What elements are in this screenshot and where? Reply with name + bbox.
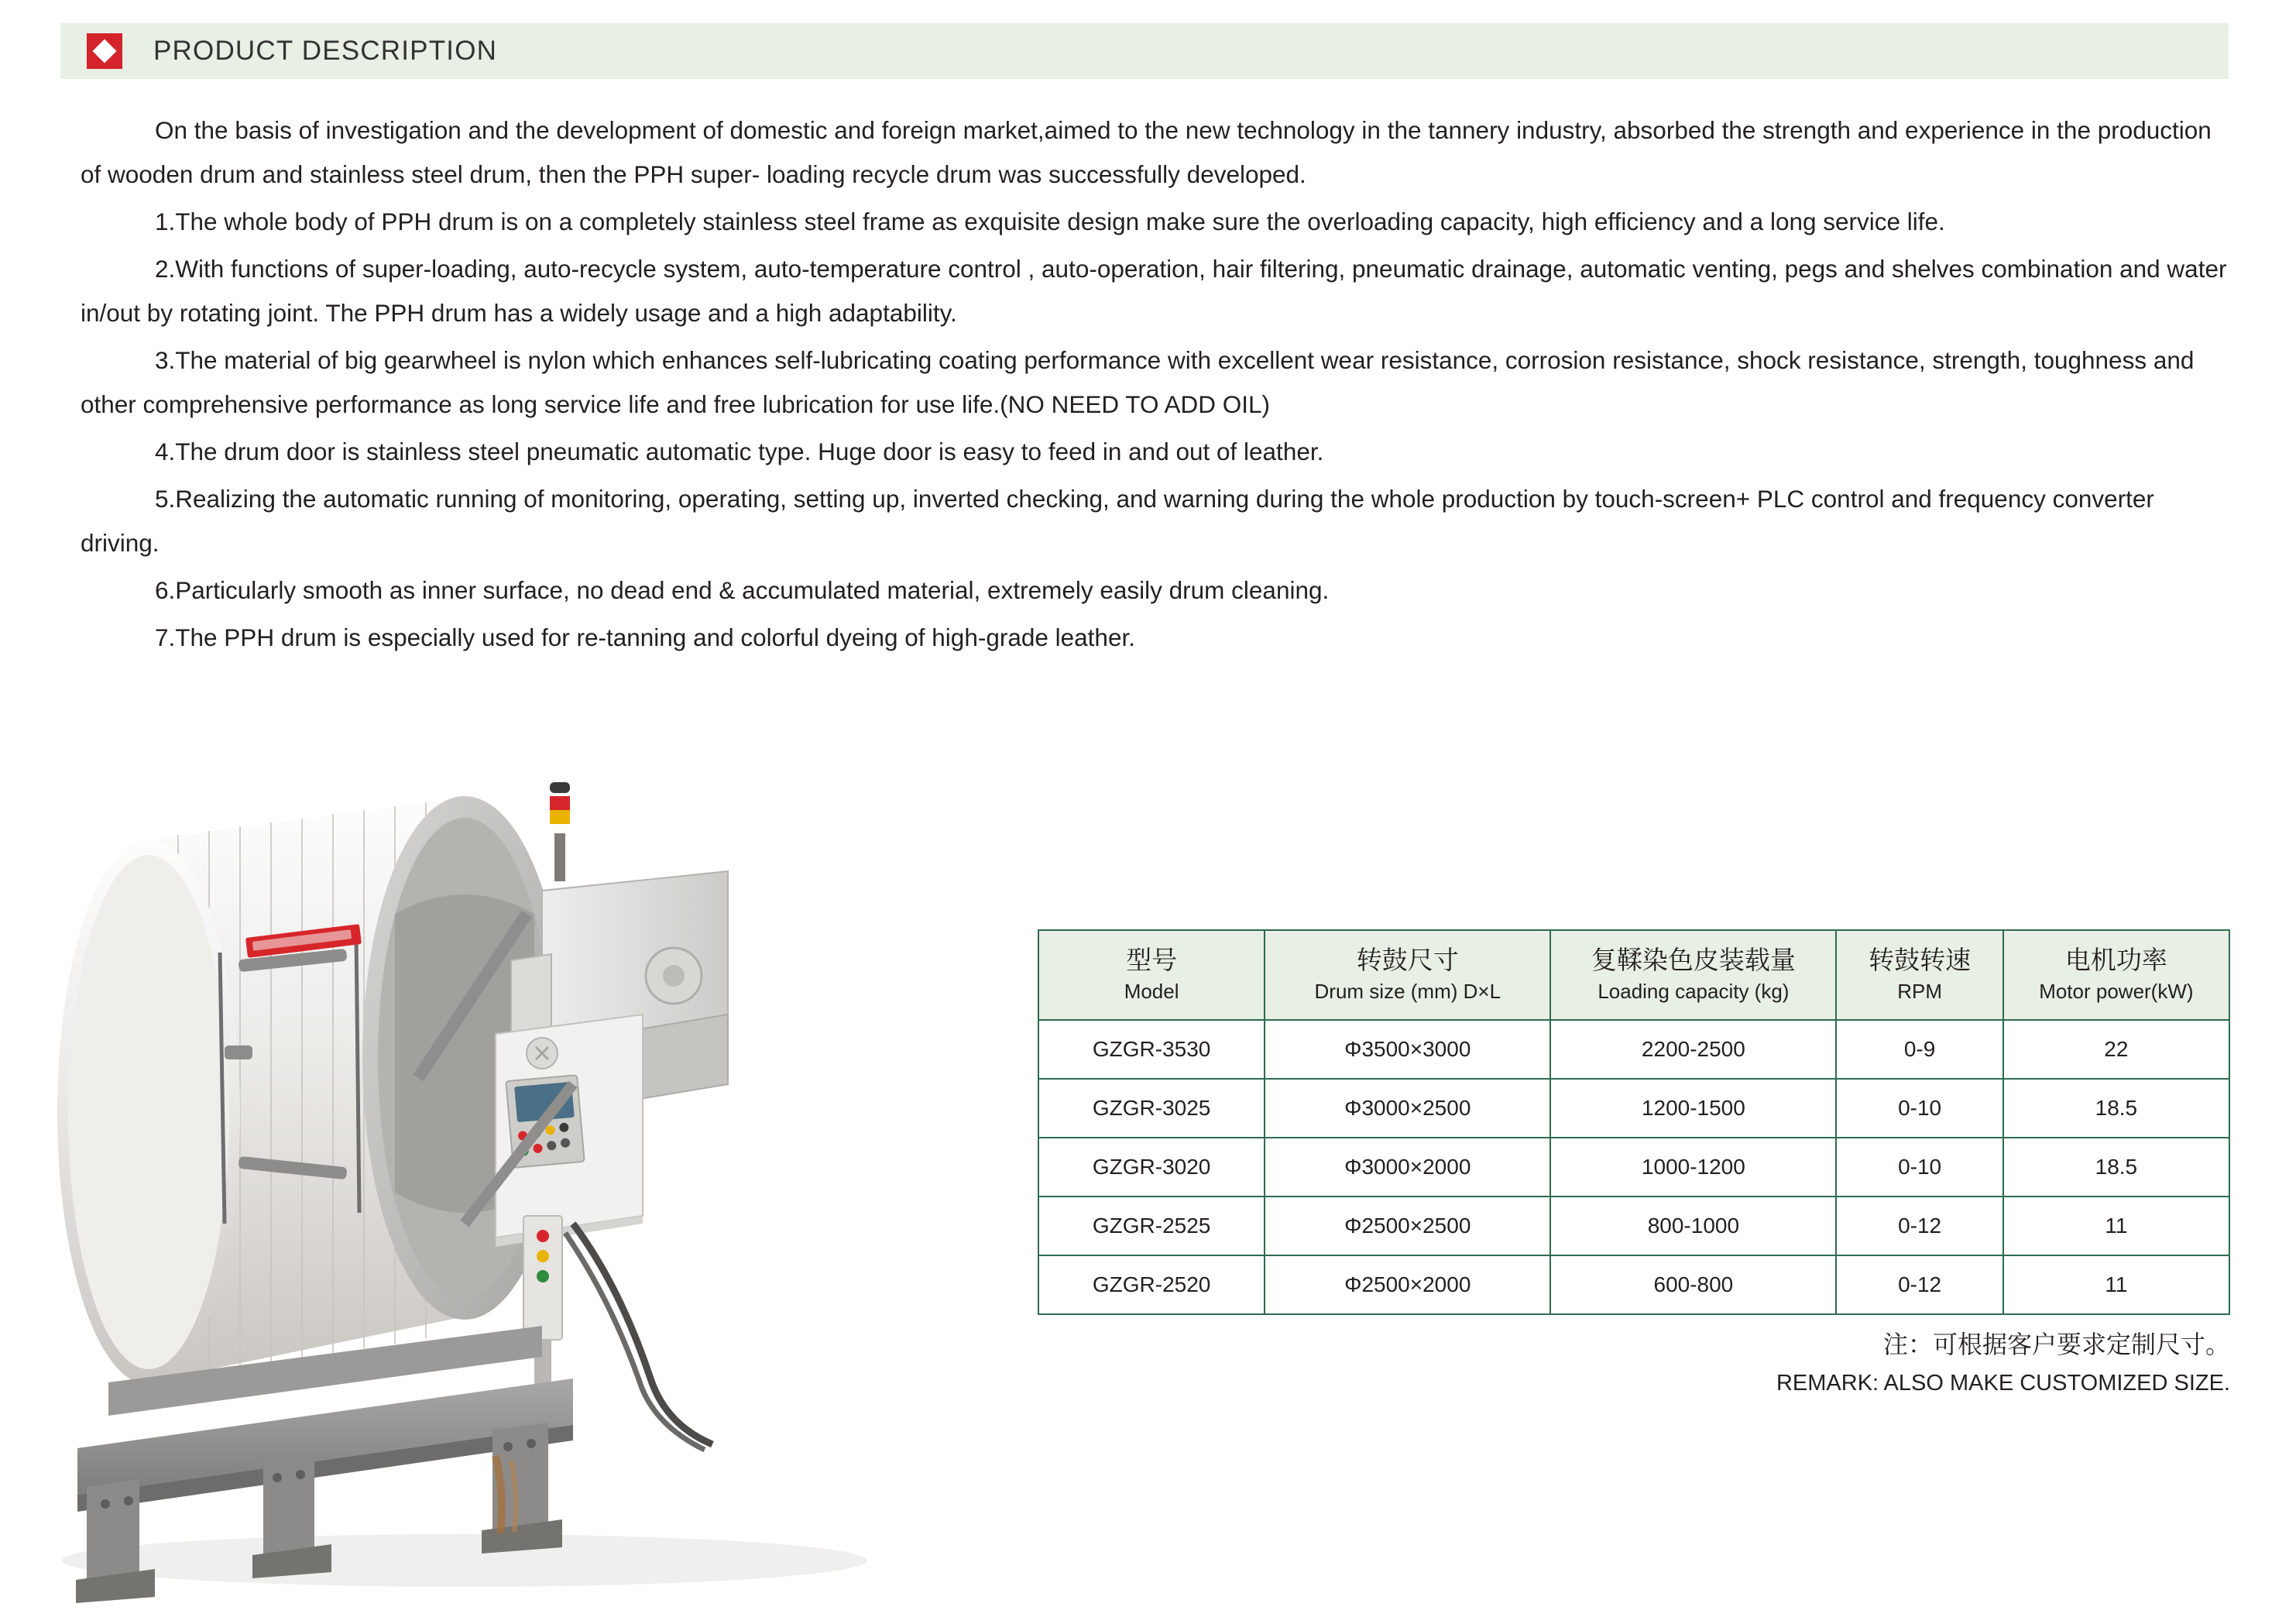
column-header-en: Motor power(kW) (2039, 980, 2194, 1003)
cell-model: GZGR-3530 (1038, 1020, 1265, 1079)
column-header-motor-power (2003, 930, 2229, 1020)
column-header-loading-capacity (1550, 930, 1836, 1020)
cell-model: GZGR-2520 (1038, 1255, 1265, 1314)
column-header-en: RPM (1897, 980, 1942, 1003)
product-description-header (60, 23, 2229, 79)
table-row (1038, 1255, 2229, 1314)
table-header-row (1038, 930, 2229, 1020)
product-description-text (81, 108, 2233, 663)
paragraph: 2.With functions of super-loading, auto-recycle system, auto-temperature control , auto-operation, hair filtering, pneumatic drainage, automatic venting, pegs and shelves combination and water in/out by rotating joint. The PPH drum has a widely usage and a high adaptability. (81, 255, 2227, 327)
cell-rpm: 0-9 (1836, 1020, 2002, 1079)
drum-machine-illustration (31, 682, 1007, 1603)
cell-rpm: 0-12 (1836, 1197, 2002, 1255)
column-header-en: Loading capacity (kg) (1597, 980, 1790, 1003)
column-header-cn: 型号 (1126, 946, 1178, 974)
page-title: PRODUCT DESCRIPTION (153, 36, 498, 66)
table-row (1038, 1079, 2229, 1138)
cell-loading-capacity: 600-800 (1550, 1255, 1836, 1314)
column-header-model (1038, 930, 1265, 1020)
paragraph: 7.The PPH drum is especially used for re-tanning and colorful dyeing of high-grade leather. (155, 623, 1135, 651)
column-header-cn: 转鼓转速 (1869, 946, 1972, 974)
paragraph: 6.Particularly smooth as inner surface, no dead end & accumulated material, extremely easily drum cleaning. (155, 576, 1330, 604)
cell-motor-power: 18.5 (2003, 1138, 2229, 1197)
remark-en: REMARK: ALSO MAKE CUSTOMIZED SIZE. (1776, 1371, 2230, 1396)
cell-drum-size: Φ3500×3000 (1265, 1020, 1550, 1079)
diamond-icon (87, 33, 122, 69)
cell-drum-size: Φ3000×2000 (1265, 1138, 1550, 1197)
column-header-cn: 电机功率 (2064, 946, 2167, 974)
cell-model: GZGR-3020 (1038, 1138, 1265, 1197)
column-header-drum-size (1265, 930, 1550, 1020)
column-header-en: Drum size (mm) D×L (1314, 980, 1501, 1003)
paragraph: 1.The whole body of PPH drum is on a completely stainless steel frame as exquisite design make sure the overloading capacity, high efficiency and a long service life. (155, 208, 1945, 235)
remark-block (1038, 1324, 2230, 1402)
cell-drum-size: Φ2500×2000 (1265, 1255, 1550, 1314)
cell-loading-capacity: 1200-1500 (1550, 1079, 1836, 1138)
cell-model: GZGR-3025 (1038, 1079, 1265, 1138)
paragraph: 3.The material of big gearwheel is nylon which enhances self-lubricating coating performance with excellent wear resistance, corrosion resistance, shock resistance, strength, toughness and other comprehensive performance as long service life and free lubrication for use life.(NO NEED TO ADD OIL) (81, 346, 2195, 418)
paragraph: On the basis of investigation and the development of domestic and foreign market,aimed to the new technology in the tannery industry, absorbed the strength and experience in the production of wooden drum and stainless steel drum, then the PPH super- loading recycle drum was successfully developed. (81, 116, 2212, 188)
cell-motor-power: 11 (2003, 1197, 2229, 1255)
table-row (1038, 1020, 2229, 1079)
cell-loading-capacity: 2200-2500 (1550, 1020, 1836, 1079)
paragraph: 5.Realizing the automatic running of monitoring, operating, setting up, inverted checking, and warning during the whole production by touch-screen+ PLC control and frequency converter driving. (81, 485, 2154, 557)
column-header-cn: 复鞣染色皮装载量 (1591, 946, 1796, 974)
cell-drum-size: Φ3000×2500 (1265, 1079, 1550, 1138)
table-row (1038, 1197, 2229, 1255)
cell-model: GZGR-2525 (1038, 1197, 1265, 1255)
cell-motor-power: 11 (2003, 1255, 2229, 1314)
remark-cn: 注：可根据客户要求定制尺寸。 (1882, 1330, 2230, 1358)
table-row (1038, 1138, 2229, 1197)
cell-loading-capacity: 800-1000 (1550, 1197, 1836, 1255)
specification-table (1038, 929, 2230, 1315)
cell-motor-power: 18.5 (2003, 1079, 2229, 1138)
cell-rpm: 0-12 (1836, 1255, 2002, 1314)
cell-rpm: 0-10 (1836, 1079, 2002, 1138)
cell-drum-size: Φ2500×2500 (1265, 1197, 1550, 1255)
column-header-rpm (1836, 930, 2002, 1020)
paragraph: 4.The drum door is stainless steel pneumatic automatic type. Huge door is easy to feed in and out of leather. (155, 438, 1324, 465)
column-header-en: Model (1124, 980, 1179, 1003)
cell-rpm: 0-10 (1836, 1138, 2002, 1197)
product-photo (31, 682, 1007, 1603)
cell-loading-capacity: 1000-1200 (1550, 1138, 1836, 1197)
cell-motor-power: 22 (2003, 1020, 2229, 1079)
column-header-cn: 转鼓尺寸 (1356, 946, 1459, 974)
